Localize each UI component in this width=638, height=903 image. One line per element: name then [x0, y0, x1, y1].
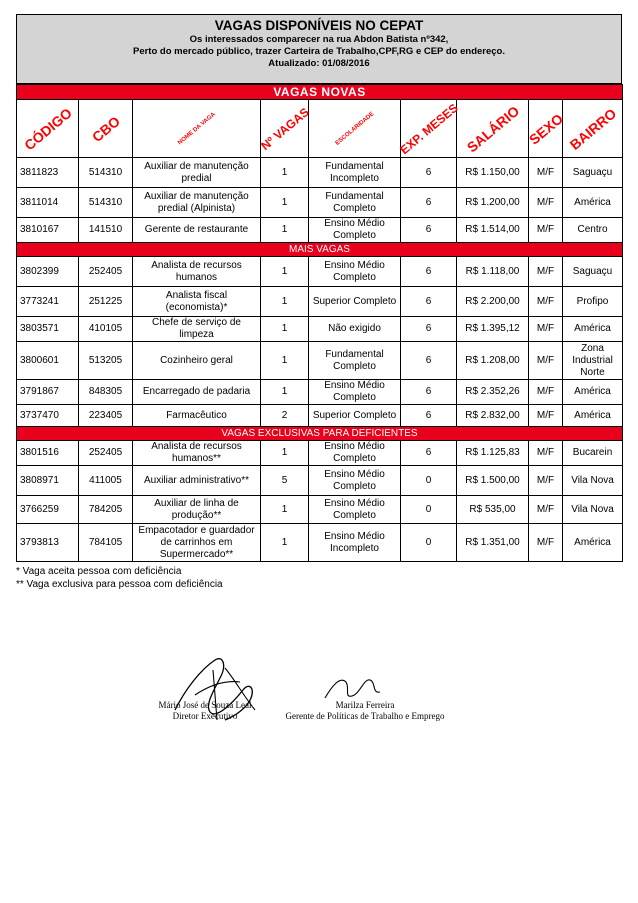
sheet-title: VAGAS DISPONÍVEIS NO CEPAT	[214, 18, 424, 33]
cell-cbo: 848305	[79, 380, 133, 405]
cell-exp: 6	[401, 158, 457, 188]
cell-bairro: Bucarein	[563, 441, 623, 466]
cell-codigo: 3791867	[17, 380, 79, 405]
cell-bairro: América	[563, 524, 623, 562]
table-row	[17, 524, 623, 562]
cell-cbo: 223405	[79, 405, 133, 427]
cell-sexo: M/F	[529, 524, 563, 562]
cell-codigo: 3801516	[17, 441, 79, 466]
cell-sexo: M/F	[529, 342, 563, 380]
cell-cbo: 251225	[79, 287, 133, 317]
documents-line: Perto do mercado público, trazer Carteira de Trabalho,CPF,RG e CEP do endereço.	[132, 46, 505, 57]
cell-cbo: 410105	[79, 317, 133, 342]
table-row	[17, 257, 623, 287]
footnotes	[16, 565, 622, 591]
cell-bairro: Saguaçu	[563, 158, 623, 188]
cell-codigo: 3737470	[17, 405, 79, 427]
cell-exp: 6	[401, 218, 457, 243]
cell-bairro: Vila Nova	[563, 496, 623, 524]
cell-codigo: 3793813	[17, 524, 79, 562]
cell-vagas: 1	[261, 287, 309, 317]
cell-bairro: Saguaçu	[563, 257, 623, 287]
cell-nome: Analista de recursos humanos**	[133, 441, 261, 466]
cell-vagas: 1	[261, 158, 309, 188]
cell-escolaridade: Ensino Médio Completo	[309, 257, 401, 287]
cell-cbo: 784205	[79, 496, 133, 524]
footnote-double-star: ** Vaga exclusiva para pessoa com deficiência	[16, 579, 223, 590]
cell-bairro: América	[563, 405, 623, 427]
cell-salario: R$ 535,00	[457, 496, 529, 524]
cell-nome: Auxiliar administrativo**	[133, 466, 261, 496]
cell-exp: 6	[401, 287, 457, 317]
cell-codigo: 3811823	[17, 158, 79, 188]
cell-bairro: América	[563, 380, 623, 405]
cell-salario: R$ 1.208,00	[457, 342, 529, 380]
col-header-cbo: CBO	[79, 100, 133, 158]
table-row	[17, 218, 623, 243]
section-header	[17, 85, 623, 100]
cell-codigo: 3800601	[17, 342, 79, 380]
cell-sexo: M/F	[529, 257, 563, 287]
cell-nome: Gerente de restaurante	[133, 218, 261, 243]
section-title: VAGAS NOVAS	[17, 85, 623, 100]
cell-vagas: 1	[261, 441, 309, 466]
cell-salario: R$ 2.352,26	[457, 380, 529, 405]
signature-area	[130, 650, 450, 730]
cell-escolaridade: Não exigido	[309, 317, 401, 342]
job-sheet	[16, 14, 622, 591]
cell-vagas: 1	[261, 257, 309, 287]
column-headers	[17, 100, 623, 158]
table-row	[17, 158, 623, 188]
cell-codigo: 3811014	[17, 188, 79, 218]
cell-bairro: Profipo	[563, 287, 623, 317]
cell-sexo: M/F	[529, 218, 563, 243]
cell-exp: 6	[401, 317, 457, 342]
table-row	[17, 287, 623, 317]
section-header	[17, 427, 623, 441]
cell-salario: R$ 1.500,00	[457, 466, 529, 496]
signature-left-role: Diretor Executivo	[172, 711, 238, 721]
cell-escolaridade: Superior Completo	[309, 287, 401, 317]
cell-cbo: 514310	[79, 188, 133, 218]
cell-salario: R$ 1.514,00	[457, 218, 529, 243]
signature-left-name: Mário José de Souza Leal	[158, 700, 252, 710]
table-row	[17, 466, 623, 496]
cell-exp: 0	[401, 524, 457, 562]
col-header-bairro: BAIRRO	[563, 100, 623, 158]
cell-escolaridade: Superior Completo	[309, 405, 401, 427]
cell-cbo: 252405	[79, 441, 133, 466]
sheet-header	[16, 14, 622, 84]
cell-nome: Analista de recursos humanos	[133, 257, 261, 287]
cell-bairro: Zona Industrial Norte	[563, 342, 623, 380]
col-header-exp: EXP. MESES	[396, 100, 461, 157]
cell-cbo: 514310	[79, 158, 133, 188]
cell-exp: 0	[401, 496, 457, 524]
section-header	[17, 243, 623, 257]
cell-vagas: 5	[261, 466, 309, 496]
cell-escolaridade: Ensino Médio Incompleto	[309, 524, 401, 562]
cell-exp: 6	[401, 257, 457, 287]
cell-bairro: Vila Nova	[563, 466, 623, 496]
cell-exp: 6	[401, 188, 457, 218]
cell-bairro: América	[563, 188, 623, 218]
cell-escolaridade: Fundamental Completo	[309, 342, 401, 380]
footnote-single-star: * Vaga aceita pessoa com deficiência	[16, 566, 182, 577]
cell-bairro: Centro	[563, 218, 623, 243]
col-header-num-vagas: Nº VAGAS	[261, 100, 309, 158]
table-row	[17, 405, 623, 427]
cell-cbo: 784105	[79, 524, 133, 562]
cell-escolaridade: Fundamental Incompleto	[309, 158, 401, 188]
cell-escolaridade: Ensino Médio Completo	[309, 466, 401, 496]
cell-escolaridade: Ensino Médio Completo	[309, 496, 401, 524]
cell-vagas: 1	[261, 380, 309, 405]
cell-vagas: 1	[261, 218, 309, 243]
cell-exp: 0	[401, 466, 457, 496]
cell-escolaridade: Ensino Médio Completo	[309, 380, 401, 405]
cell-exp: 6	[401, 342, 457, 380]
table-row	[17, 188, 623, 218]
section-title: MAIS VAGAS	[17, 243, 623, 257]
cell-exp: 6	[401, 405, 457, 427]
table-row	[17, 317, 623, 342]
table-row	[17, 441, 623, 466]
cell-sexo: M/F	[529, 287, 563, 317]
cell-sexo: M/F	[529, 317, 563, 342]
cell-codigo: 3810167	[17, 218, 79, 243]
table-row	[17, 380, 623, 405]
table-row	[17, 496, 623, 524]
cell-salario: R$ 2.200,00	[457, 287, 529, 317]
cell-vagas: 1	[261, 496, 309, 524]
section-title: VAGAS EXCLUSIVAS PARA DEFICIENTES	[17, 427, 623, 441]
cell-sexo: M/F	[529, 441, 563, 466]
cell-vagas: 1	[261, 342, 309, 380]
cell-nome: Auxiliar de manutenção predial (Alpinista)	[133, 188, 261, 218]
cell-sexo: M/F	[529, 405, 563, 427]
cell-nome: Auxiliar de manutenção predial	[133, 158, 261, 188]
cell-codigo: 3803571	[17, 317, 79, 342]
cell-exp: 6	[401, 441, 457, 466]
table-row	[17, 342, 623, 380]
cell-codigo: 3802399	[17, 257, 79, 287]
cell-nome: Auxiliar de linha de produção**	[133, 496, 261, 524]
cell-exp: 6	[401, 380, 457, 405]
cell-escolaridade: Fundamental Completo	[309, 188, 401, 218]
cell-cbo: 411005	[79, 466, 133, 496]
cell-salario: R$ 2.832,00	[457, 405, 529, 427]
col-header-codigo: CÓDIGO	[17, 100, 79, 158]
cell-nome: Chefe de serviço de limpeza	[133, 317, 261, 342]
cell-salario: R$ 1.150,00	[457, 158, 529, 188]
signature-right-name: Marilza Ferreira	[335, 700, 395, 710]
cell-vagas: 2	[261, 405, 309, 427]
cell-bairro: América	[563, 317, 623, 342]
cell-salario: R$ 1.351,00	[457, 524, 529, 562]
col-header-escolaridade: ESCOLARIDADE	[309, 100, 401, 158]
cell-nome: Analista fiscal (economista)*	[133, 287, 261, 317]
cell-nome: Empacotador e guardador de carrinhos em Supermercado**	[133, 524, 261, 562]
cell-cbo: 252405	[79, 257, 133, 287]
cell-salario: R$ 1.118,00	[457, 257, 529, 287]
cell-escolaridade: Ensino Médio Completo	[309, 441, 401, 466]
col-header-nome: NOME DA VAGA	[133, 100, 261, 158]
cell-sexo: M/F	[529, 496, 563, 524]
vacancies-table	[16, 84, 623, 562]
cell-nome: Encarregado de padaria	[133, 380, 261, 405]
cell-salario: R$ 1.125,83	[457, 441, 529, 466]
signature-right-role: Gerente de Políticas de Trabalho e Emprego	[285, 711, 445, 721]
cell-nome: Farmacêutico	[133, 405, 261, 427]
cell-sexo: M/F	[529, 466, 563, 496]
col-header-salario: SALÁRIO	[457, 100, 529, 158]
cell-vagas: 1	[261, 524, 309, 562]
cell-salario: R$ 1.200,00	[457, 188, 529, 218]
updated-date: Atualizado: 01/08/2016	[268, 58, 370, 69]
cell-sexo: M/F	[529, 188, 563, 218]
cell-vagas: 1	[261, 317, 309, 342]
cell-nome: Cozinheiro geral	[133, 342, 261, 380]
cell-vagas: 1	[261, 188, 309, 218]
cell-codigo: 3808971	[17, 466, 79, 496]
cell-escolaridade: Ensino Médio Completo	[309, 218, 401, 243]
cell-cbo: 513205	[79, 342, 133, 380]
cell-codigo: 3773241	[17, 287, 79, 317]
cell-codigo: 3766259	[17, 496, 79, 524]
cell-sexo: M/F	[529, 380, 563, 405]
address-line: Os interessados comparecer na rua Abdon Batista nº342,	[189, 34, 449, 45]
cell-cbo: 141510	[79, 218, 133, 243]
col-header-sexo: SEXO	[529, 100, 563, 158]
cell-salario: R$ 1.395,12	[457, 317, 529, 342]
cell-sexo: M/F	[529, 158, 563, 188]
